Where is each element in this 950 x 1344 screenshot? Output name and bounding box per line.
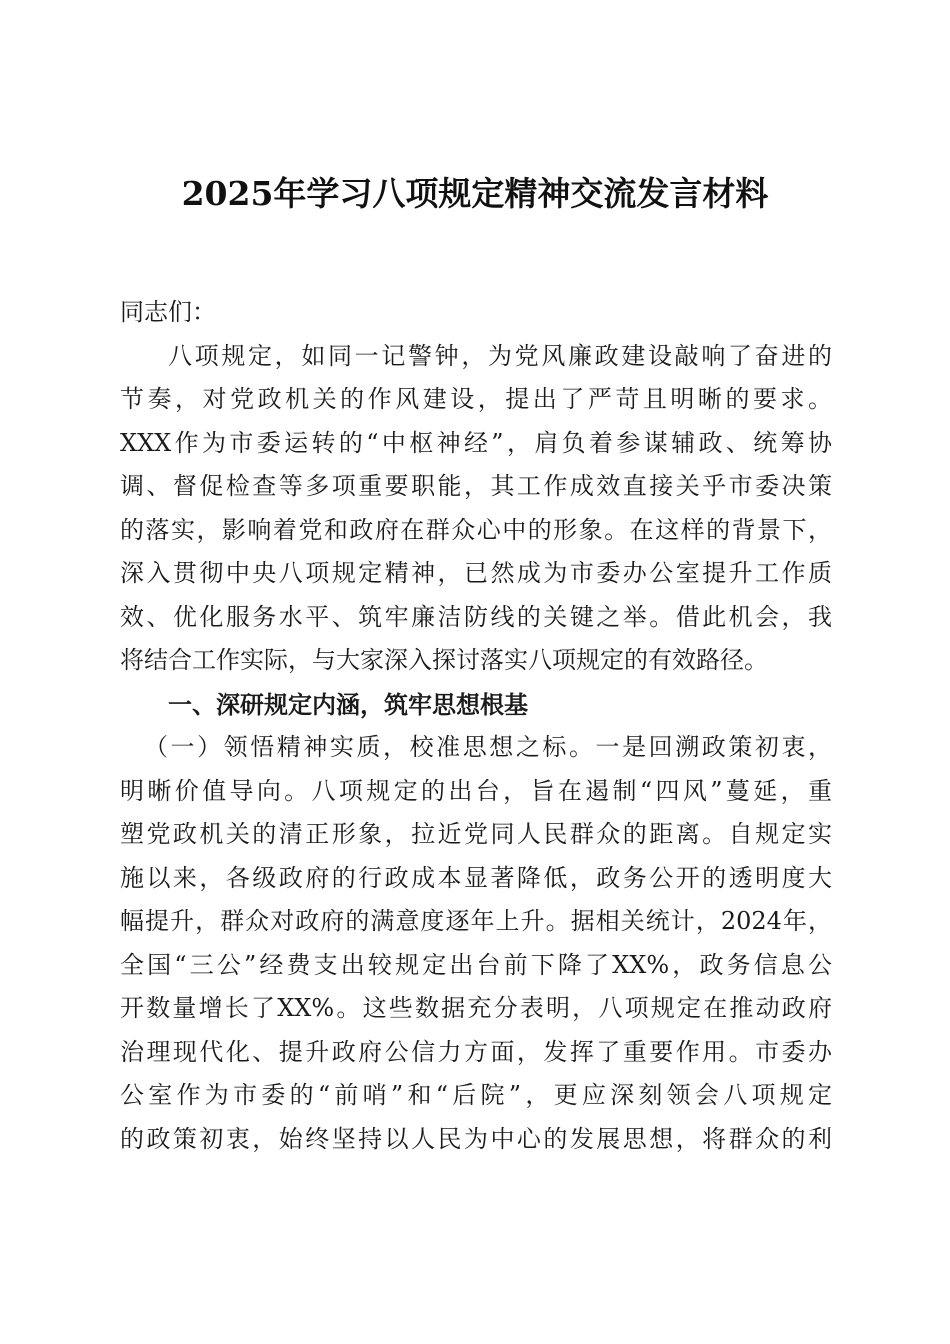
paragraph-line: 调、督促检查等多项重要职能，其工作成效直接关乎市委决策 <box>120 472 832 500</box>
section-heading: 一、深研规定内涵，筑牢思想根基 <box>168 689 528 719</box>
paragraph-line: 八项规定，如同一记警钟，为党风廉政建设敲响了奋进的 <box>168 341 832 370</box>
paragraph-section-1 <box>120 726 832 1161</box>
paragraph-line: XXX作为市委运转的“中枢神经”，肩负着参谋辅政、统筹协 <box>120 428 832 457</box>
paragraph-line: 深入贯彻中央八项规定精神，已然成为市委办公室提升工作质 <box>120 559 832 587</box>
paragraph-line: 施以来，各级政府的行政成本显著降低，政务公开的透明度大 <box>120 863 832 892</box>
paragraph-line: 的政策初衷，始终坚持以人民为中心的发展思想，将群众的利 <box>120 1124 832 1153</box>
paragraph-line: 全国“三公”经费支出较规定出台前下降了XX%，政务信息公 <box>120 950 832 979</box>
paragraph-line: 幅提升，群众对政府的满意度逐年上升。据相关统计，2024年， <box>120 907 832 935</box>
paragraph-line: 治理现代化、提升政府公信力方面，发挥了重要作用。市委办 <box>120 1037 832 1066</box>
document-title: 2025年学习八项规定精神交流发言材料 <box>181 174 769 213</box>
paragraph-line: 明晰价值导向。八项规定的出台，旨在遏制“四风”蔓延，重 <box>120 776 832 805</box>
paragraph-line: 公室作为市委的“前哨”和“后院”，更应深刻领会八项规定 <box>120 1081 832 1109</box>
paragraph-line: 节奏，对党政机关的作风建设，提出了严苛且明晰的要求。 <box>120 385 832 413</box>
document-body <box>120 291 832 1161</box>
paragraph-line: （一）领悟精神实质，校准思想之标。一是回溯政策初衷， <box>144 733 832 761</box>
paragraph-intro <box>120 335 832 683</box>
paragraph-line: 开数量增长了XX%。这些数据充分表明，八项规定在推动政府 <box>120 994 832 1022</box>
paragraph-line: 的落实，影响着党和政府在群众心中的形象。在这样的背景下， <box>120 515 832 544</box>
paragraph-line: 将结合工作实际，与大家深入探讨落实八项规定的有效路径。 <box>120 646 768 674</box>
paragraph-line: 塑党政机关的清正形象，拉近党同人民群众的距离。自规定实 <box>120 820 832 848</box>
paragraph-line: 效、优化服务水平、筑牢廉洁防线的关键之举。借此机会，我 <box>120 602 832 631</box>
salutation: 同志们： <box>120 298 216 326</box>
